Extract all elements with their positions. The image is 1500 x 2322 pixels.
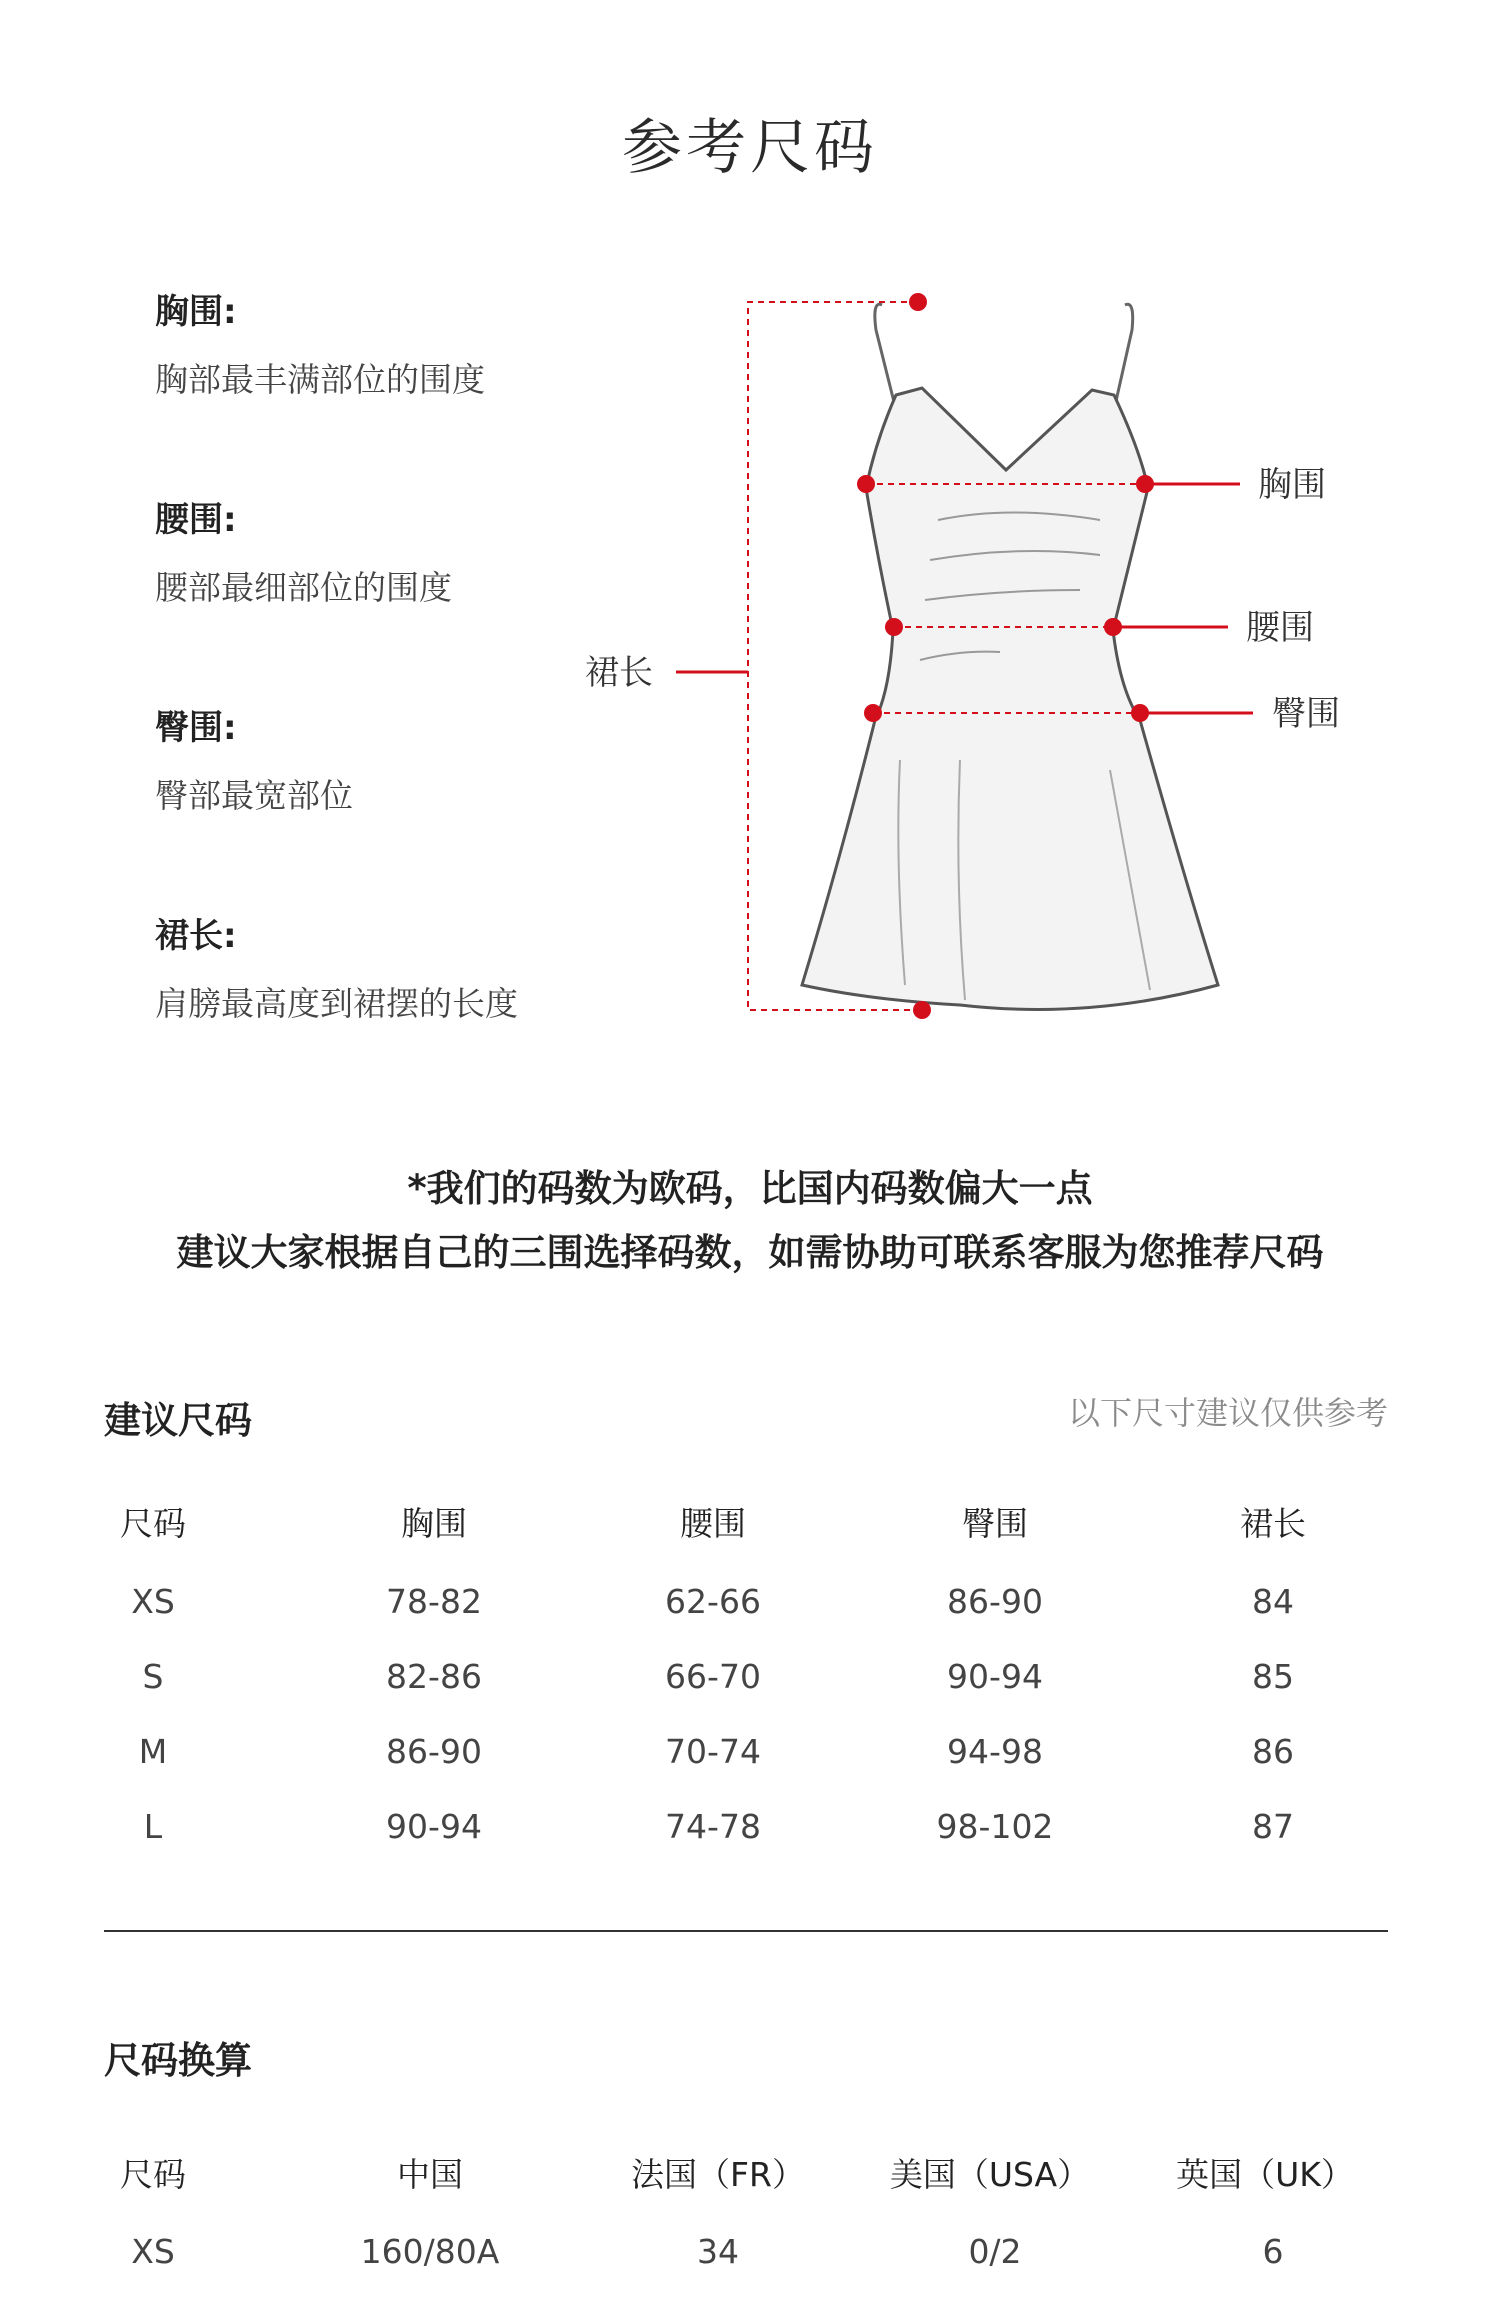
measure-desc: 臀部最宽部位 bbox=[155, 776, 353, 815]
table-cell: 84 bbox=[1252, 1582, 1294, 1621]
table-cell: 6 bbox=[1262, 2232, 1284, 2271]
table-cell: L bbox=[143, 1807, 163, 1846]
conversion-table-title: 尺码换算 bbox=[104, 2039, 252, 2082]
label-waist: 腰围 bbox=[1246, 608, 1314, 648]
header-cell: 法国（FR） bbox=[631, 2155, 805, 2194]
table-cell: 34 bbox=[697, 2232, 739, 2271]
header-cell: 裙长 bbox=[1240, 1504, 1306, 1543]
label-bust: 胸围 bbox=[1258, 465, 1326, 505]
page-title: 参考尺码 bbox=[622, 113, 878, 183]
table-cell: S bbox=[142, 1657, 164, 1696]
header-cell: 英国（UK） bbox=[1176, 2155, 1354, 2194]
header-cell: 美国（USA） bbox=[889, 2155, 1091, 2194]
table-cell: 86-90 bbox=[386, 1732, 482, 1771]
measure-desc: 肩膀最高度到裙摆的长度 bbox=[155, 984, 518, 1023]
label-length: 裙长 bbox=[585, 653, 653, 693]
measure-desc: 胸部最丰满部位的围度 bbox=[155, 360, 485, 399]
header-cell: 尺码 bbox=[120, 1504, 186, 1543]
size-table-hint: 以下尺寸建议仅供参考 bbox=[1067, 1394, 1388, 1432]
table-row bbox=[0, 1797, 1500, 1857]
note-line-1: *我们的码数为欧码，比国内码数偏大一点 bbox=[407, 1167, 1093, 1210]
table-row bbox=[0, 2222, 1500, 2282]
table-cell: 66-70 bbox=[665, 1657, 761, 1696]
table-cell: 160/80A bbox=[360, 2232, 500, 2271]
table-cell: M bbox=[138, 1732, 168, 1771]
measure-name: 胸围: bbox=[155, 292, 237, 332]
left-strap-icon bbox=[875, 304, 896, 410]
size-table-title: 建议尺码 bbox=[104, 1399, 252, 1442]
table-cell: 74-78 bbox=[665, 1807, 761, 1846]
length-top-dot bbox=[909, 293, 927, 311]
table-cell: 94-98 bbox=[947, 1732, 1043, 1771]
measure-name: 臀围: bbox=[155, 708, 237, 748]
size-table-header bbox=[0, 1494, 1500, 1554]
header-cell: 胸围 bbox=[401, 1504, 467, 1543]
table-cell: 82-86 bbox=[386, 1657, 482, 1696]
table-cell: 90-94 bbox=[386, 1807, 482, 1846]
table-cell: 98-102 bbox=[936, 1807, 1054, 1846]
table-cell: 87 bbox=[1252, 1807, 1294, 1846]
table-cell: 0/2 bbox=[968, 2232, 1022, 2271]
header-cell: 腰围 bbox=[680, 1504, 746, 1543]
table-cell: 62-66 bbox=[665, 1582, 761, 1621]
table-cell: 86-90 bbox=[947, 1582, 1043, 1621]
measure-desc: 腰部最细部位的围度 bbox=[155, 568, 452, 607]
table-cell: 90-94 bbox=[947, 1657, 1043, 1696]
dress-diagram bbox=[0, 0, 1500, 1080]
header-cell: 尺码 bbox=[120, 2155, 186, 2194]
measure-name: 裙长: bbox=[155, 916, 237, 956]
note-line-2: 建议大家根据自己的三围选择码数，如需协助可联系客服为您推荐尺码 bbox=[176, 1231, 1324, 1274]
table-cell: 78-82 bbox=[386, 1582, 482, 1621]
section-divider bbox=[104, 1930, 1388, 1932]
table-cell: 85 bbox=[1252, 1657, 1294, 1696]
length-bottom-dot bbox=[913, 1001, 931, 1019]
table-cell: XS bbox=[131, 2232, 175, 2271]
right-strap-icon bbox=[1114, 304, 1133, 410]
table-row bbox=[0, 1722, 1500, 1782]
table-row bbox=[0, 1572, 1500, 1632]
table-cell: 86 bbox=[1252, 1732, 1294, 1771]
table-row bbox=[0, 1647, 1500, 1707]
label-hip: 臀围 bbox=[1272, 694, 1340, 734]
measure-name: 腰围: bbox=[155, 500, 237, 540]
header-cell: 中国 bbox=[397, 2155, 463, 2194]
conversion-table-header bbox=[0, 2145, 1500, 2205]
table-cell: XS bbox=[131, 1582, 175, 1621]
header-cell: 臀围 bbox=[962, 1504, 1028, 1543]
table-cell: 70-74 bbox=[665, 1732, 761, 1771]
